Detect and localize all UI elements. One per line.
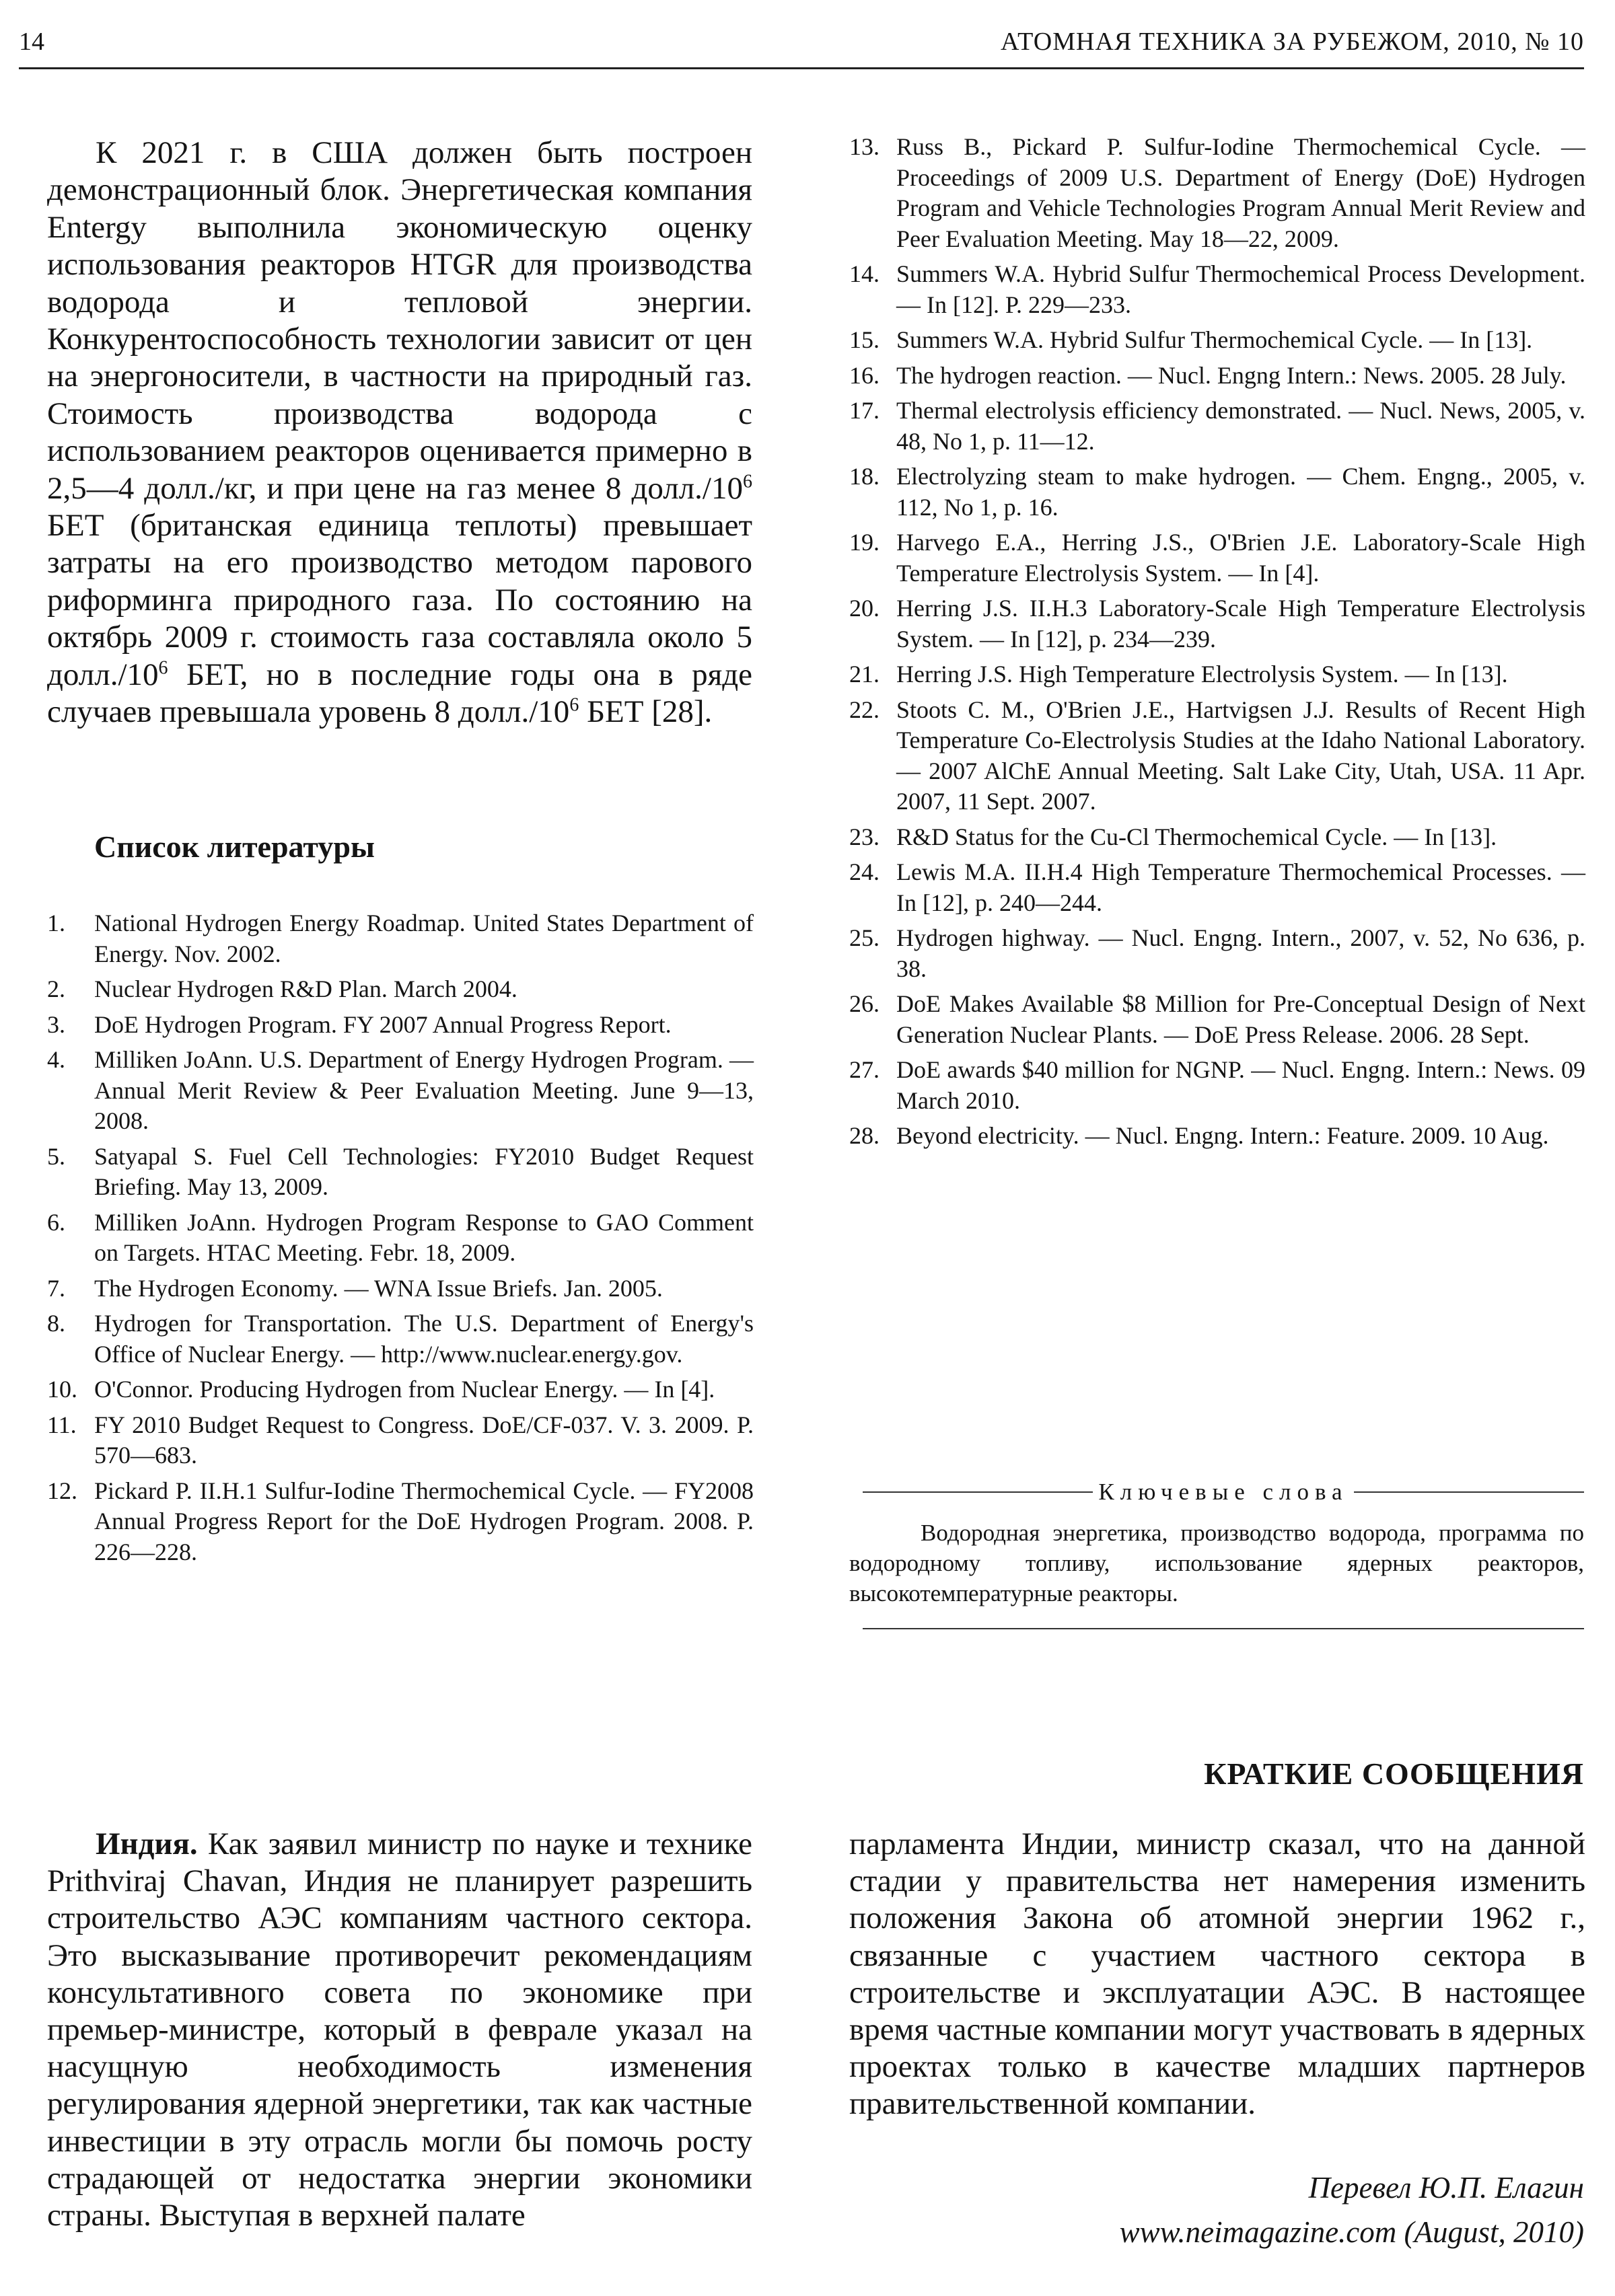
- keywords-header: [863, 1479, 1584, 1506]
- reference-item: [47, 1374, 754, 1405]
- reference-item: [849, 593, 1585, 655]
- reference-number: 6.: [47, 1208, 65, 1236]
- reference-text: DoE Hydrogen Program. FY 2007 Annual Progress Report.: [94, 1010, 672, 1038]
- references-title: Список литературы: [94, 829, 375, 864]
- references-list-right: [849, 132, 1585, 1152]
- reference-item: [849, 1121, 1585, 1152]
- reference-text: Russ B., Pickard P. Sulfur-Iodine Thermochemical Cycle. — Proceedings of 2009 U.S. Department of Energy (DoE) Hydrogen Program and Vehicle Technologies Program Annual Merit Review and Peer Evaluation Meeting. May 18—22, 2009.: [896, 133, 1585, 252]
- reference-number: 12.: [47, 1477, 77, 1504]
- reference-text: Pickard P. II.H.1 Sulfur-Iodine Thermochemical Cycle. — FY2008 Annual Progress Report for the DoE Hydrogen Program. 2008. P. 226—228.: [94, 1477, 754, 1565]
- references-right-column: [849, 132, 1585, 1156]
- reference-text: Hydrogen for Transportation. The U.S. Department of Energy's Office of Nuclear Energy. — http://www.nuclear.energy.gov.: [94, 1310, 754, 1368]
- keywords-bottom-rule: [863, 1628, 1584, 1629]
- reference-text: Hydrogen highway. — Nucl. Engng. Intern., 2007, v. 52, No 636, p. 38.: [896, 924, 1585, 982]
- news-lead: Индия.: [96, 1826, 198, 1861]
- reference-item: [47, 1476, 754, 1568]
- references-list-left: [47, 908, 754, 1567]
- reference-item: [849, 923, 1585, 984]
- reference-item: [849, 822, 1585, 853]
- reference-item: [47, 908, 754, 969]
- reference-text: National Hydrogen Energy Roadmap. United States Department of Energy. Nov. 2002.: [94, 910, 754, 967]
- reference-item: [849, 989, 1585, 1050]
- reference-number: 28.: [849, 1122, 880, 1149]
- news-paragraph-right: парламента Индии, министр сказал, что на данной стадии у правительства нет намерения изменить положения Закона об атомной энергии 1962 г., связанные с участием частного сектора в строительстве и эксплуатации АЭС. В настоящее время частные компании могут участвовать в ядерных проектах только в качестве младших партнеров правительственной компании.: [849, 1826, 1585, 2122]
- reference-item: [47, 1010, 754, 1041]
- reference-number: 27.: [849, 1056, 880, 1083]
- reference-number: 20.: [849, 595, 880, 622]
- reference-number: 7.: [47, 1274, 65, 1302]
- reference-number: 26.: [849, 990, 880, 1017]
- reference-number: 13.: [849, 133, 880, 160]
- page-number: 14: [19, 28, 44, 56]
- reference-text: The Hydrogen Economy. — WNA Issue Briefs. Jan. 2005.: [94, 1274, 663, 1302]
- header-rule: [19, 67, 1584, 69]
- reference-number: 23.: [849, 823, 880, 850]
- references-left-column: [47, 908, 754, 1572]
- reference-text: Summers W.A. Hybrid Sulfur Thermochemical Process Development. — In [12]. P. 229—233.: [896, 260, 1585, 318]
- reference-item: [849, 259, 1585, 320]
- keywords-label: Ключевые слова: [1098, 1479, 1349, 1505]
- reference-text: O'Connor. Producing Hydrogen from Nuclear Energy. — In [4].: [94, 1376, 715, 1403]
- reference-item: [849, 695, 1585, 817]
- reference-text: Thermal electrolysis efficiency demonstrated. — Nucl. News, 2005, v. 48, No 1, p. 11—12.: [896, 397, 1585, 455]
- reference-text: R&D Status for the Cu-Cl Thermochemical Cycle. — In [13].: [896, 823, 1497, 850]
- reference-number: 19.: [849, 529, 880, 556]
- intro-column: [47, 135, 752, 731]
- keywords-text: Водородная энергетика, производство водорода, программа по водородному топливу, использование ядерных реакторов, высокотемпературные реакторы.: [849, 1520, 1584, 1606]
- reference-item: [849, 461, 1585, 523]
- reference-number: 3.: [47, 1010, 65, 1038]
- reference-item: [47, 1308, 754, 1370]
- reference-text: DoE Makes Available $8 Million for Pre-Conceptual Design of Next Generation Nuclear Plants. — DoE Press Release. 2006. 28 Sept.: [896, 990, 1585, 1048]
- reference-text: Harvego E.A., Herring J.S., O'Brien J.E. Laboratory-Scale High Temperature Electrolysis System. — In [4].: [896, 529, 1585, 587]
- news-section-title: КРАТКИЕ СООБЩЕНИЯ: [1204, 1756, 1584, 1791]
- reference-number: 8.: [47, 1310, 65, 1337]
- reference-number: 17.: [849, 397, 880, 424]
- reference-text: FY 2010 Budget Request to Congress. DoE/CF-037. V. 3. 2009. P. 570—683.: [94, 1411, 754, 1469]
- reference-item: [47, 1273, 754, 1304]
- reference-number: 21.: [849, 661, 880, 688]
- news-left-column: [47, 1826, 752, 2234]
- reference-text: Electrolyzing steam to make hydrogen. — Chem. Engng., 2005, v. 112, No 1, p. 16.: [896, 463, 1585, 521]
- intro-paragraph: К 2021 г. в США должен быть построен демонстрационный блок. Энергетическая компания Entergy выполнила экономическую оценку использования реакторов HTGR для производства водорода и тепловой энергии. Конкурентоспособность технологии зависит от цен на энергоносители, в частности на природный газ. Стоимость производства водорода с использованием реакторов оценивается примерно в 2,5—4 долл./кг, и при цене на газ менее 8 $долл./10^6$ БЕТ (британская единица теплоты) превышает затраты на его производство методом парового риформинга природного газа. По состоянию на октябрь 2009 г. стоимость газа составляла около 5 $долл./10^6$ БЕТ, но в последние годы она в ряде случаев превышала уровень 8 $долл./10^6$ БЕТ [28].: [47, 135, 752, 730]
- reference-number: 1.: [47, 910, 65, 936]
- reference-number: 15.: [849, 326, 880, 353]
- reference-number: 25.: [849, 924, 880, 951]
- reference-item: [47, 1208, 754, 1269]
- translator-credit: Перевел Ю.П. Елагин: [1308, 2171, 1584, 2205]
- reference-item: [849, 659, 1585, 690]
- reference-text: Lewis M.A. II.H.4 High Temperature Thermochemical Processes. — In [12], p. 240—244.: [896, 858, 1585, 916]
- reference-number: 11.: [47, 1411, 77, 1438]
- reference-number: 18.: [849, 463, 880, 490]
- reference-number: 22.: [849, 696, 880, 723]
- reference-text: Herring J.S. High Temperature Electrolysis System. — In [13].: [896, 661, 1508, 688]
- reference-number: 4.: [47, 1046, 65, 1073]
- reference-number: 14.: [849, 260, 880, 287]
- reference-number: 5.: [47, 1142, 65, 1170]
- reference-item: [47, 1142, 754, 1203]
- keywords-rule-left: [863, 1491, 1093, 1493]
- source-credit: www.neimagazine.com (August, 2010): [1119, 2215, 1584, 2249]
- reference-item: [849, 857, 1585, 918]
- reference-item: [849, 527, 1585, 589]
- reference-number: 16.: [849, 361, 880, 389]
- reference-item: [47, 1410, 754, 1471]
- reference-item: [849, 361, 1585, 392]
- reference-item: [849, 1055, 1585, 1116]
- reference-text: Satyapal S. Fuel Cell Technologies: FY2010 Budget Request Briefing. May 13, 2009.: [94, 1142, 754, 1200]
- reference-text: Nuclear Hydrogen R&D Plan. March 2004.: [94, 975, 517, 1002]
- reference-text: Milliken JoAnn. Hydrogen Program Response to GAO Comment on Targets. HTAC Meeting. Febr. 18, 2009.: [94, 1208, 754, 1266]
- reference-text: Beyond electricity. — Nucl. Engng. Intern.: Feature. 2009. 10 Aug.: [896, 1122, 1549, 1149]
- keywords-rule-right: [1354, 1491, 1584, 1493]
- reference-item: [849, 132, 1585, 254]
- news-right-column: [849, 1826, 1585, 2123]
- reference-text: Milliken JoAnn. U.S. Department of Energy Hydrogen Program. — Annual Merit Review & Peer Evaluation Meeting. June 9—13, 2008.: [94, 1046, 754, 1134]
- reference-text: The hydrogen reaction. — Nucl. Engng Intern.: News. 2005. 28 July.: [896, 361, 1567, 389]
- reference-item: [849, 325, 1585, 356]
- reference-text: DoE awards $40 million for NGNP. — Nucl. Engng. Intern.: News. 09 March 2010.: [896, 1056, 1585, 1114]
- reference-number: 24.: [849, 858, 880, 885]
- reference-item: [849, 396, 1585, 457]
- journal-title: АТОМНАЯ ТЕХНИКА ЗА РУБЕЖОМ, 2010, № 10: [1000, 28, 1584, 56]
- reference-number: 2.: [47, 975, 65, 1002]
- reference-text: Herring J.S. II.H.3 Laboratory-Scale High Temperature Electrolysis System. — In [12], p. 234—239.: [896, 595, 1585, 653]
- reference-item: [47, 1045, 754, 1137]
- reference-item: [47, 974, 754, 1005]
- news-paragraph-left: Индия. Как заявил министр по науке и технике Prithviraj Chavan, Индия не планирует разрешить строительство АЭС компаниям частного сектора. Это высказывание противоречит рекомендациям консультативного совета по экономике при премьер-министре, который в феврале указал на насущную необходимость изменения регулирования ядерной энергетики, так как частные инвестиции в эту отрасль могли бы помочь росту страдающей от недостатка энергии экономики страны. Выступая в верхней палате: [47, 1826, 752, 2233]
- reference-text: Summers W.A. Hybrid Sulfur Thermochemical Cycle. — In [13].: [896, 326, 1533, 353]
- reference-text: Stoots C. M., O'Brien J.E., Hartvigsen J.J. Results of Recent High Temperature Co-Electrolysis Studies at the Idaho National Laboratory. — 2007 AlChE Annual Meeting. Salt Lake City, Utah, USA. 11 Apr. 2007, 11 Sept. 2007.: [896, 696, 1585, 815]
- reference-number: 10.: [47, 1376, 77, 1403]
